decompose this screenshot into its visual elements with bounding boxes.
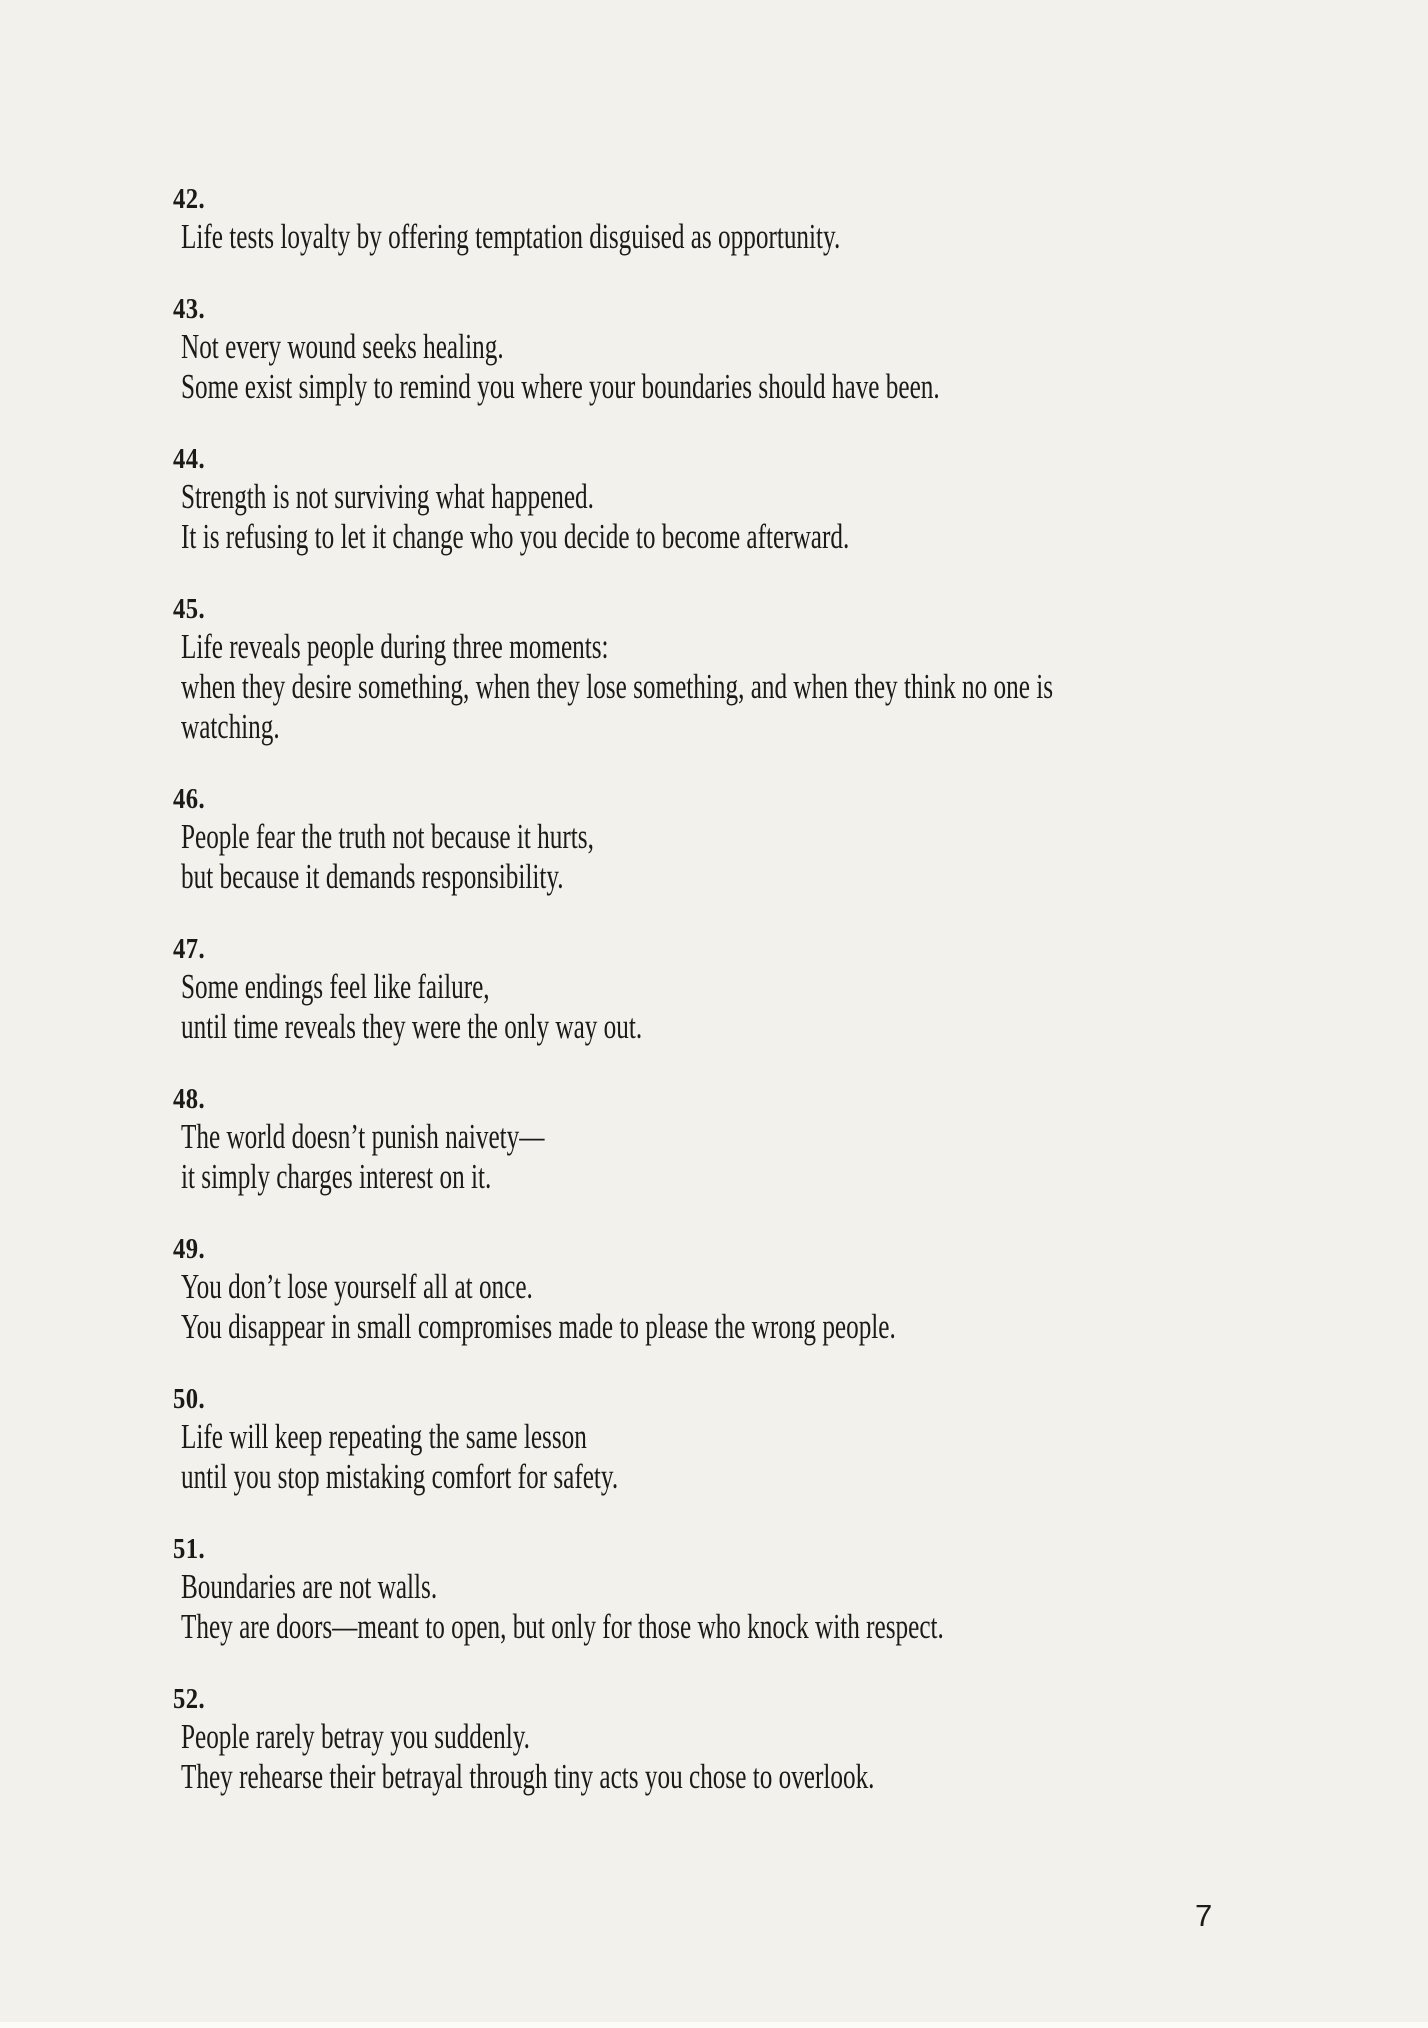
aphorism-item — [173, 441, 1428, 557]
aphorism-item — [173, 291, 1428, 407]
aphorism-line: watching. — [181, 707, 280, 746]
aphorism-line: The world doesn’t punish naivety— — [181, 1117, 545, 1156]
aphorism-line: People fear the truth not because it hurts, — [181, 817, 594, 856]
aphorism-lines — [173, 967, 1428, 1047]
aphorism-number: 43. — [173, 293, 206, 325]
aphorism-line: but because it demands responsibility. — [181, 857, 564, 896]
aphorism-lines — [173, 627, 1428, 747]
aphorism-line: It is refusing to let it change who you decide to become afterward. — [181, 517, 850, 556]
aphorism-item — [173, 591, 1428, 747]
aphorism-line: Some exist simply to remind you where your boundaries should have been. — [181, 367, 940, 406]
aphorism-number: 46. — [173, 783, 206, 815]
aphorism-line: Strength is not surviving what happened. — [181, 477, 594, 516]
aphorism-number: 49. — [173, 1233, 206, 1265]
aphorism-line: You don’t lose yourself all at once. — [181, 1267, 533, 1306]
aphorism-line: until time reveals they were the only way out. — [181, 1007, 643, 1046]
aphorism-line: People rarely betray you suddenly. — [181, 1717, 530, 1756]
aphorism-number: 50. — [173, 1383, 206, 1415]
aphorism-lines — [173, 1567, 1428, 1647]
page-bottom-edge — [0, 2022, 1428, 2028]
aphorism-item — [173, 181, 1428, 257]
aphorism-line: Boundaries are not walls. — [181, 1567, 438, 1606]
aphorism-line: until you stop mistaking comfort for safety. — [181, 1457, 619, 1496]
aphorism-item — [173, 1381, 1428, 1497]
aphorism-line: They rehearse their betrayal through tiny acts you chose to overlook. — [181, 1757, 875, 1796]
aphorism-lines — [173, 1267, 1428, 1347]
aphorism-item — [173, 1531, 1428, 1647]
aphorism-lines — [173, 1417, 1428, 1497]
aphorism-line: You disappear in small compromises made to please the wrong people. — [181, 1307, 896, 1346]
aphorism-number: 51. — [173, 1533, 206, 1565]
aphorism-lines — [173, 217, 1428, 257]
aphorism-item — [173, 1681, 1428, 1797]
aphorism-item — [173, 1231, 1428, 1347]
aphorism-item — [173, 781, 1428, 897]
aphorism-line: Life reveals people during three moments: — [181, 627, 609, 666]
aphorism-number: 52. — [173, 1683, 206, 1715]
aphorism-lines — [173, 477, 1428, 557]
page-number: 7 — [1195, 1898, 1213, 1933]
aphorism-line: it simply charges interest on it. — [181, 1157, 492, 1196]
aphorism-item — [173, 1081, 1428, 1197]
aphorism-lines — [173, 1717, 1428, 1797]
aphorism-line: Life tests loyalty by offering temptation disguised as opportunity. — [181, 217, 841, 256]
aphorism-number: 44. — [173, 443, 206, 475]
aphorism-line: when they desire something, when they lose something, and when they think no one is — [181, 667, 1054, 706]
aphorism-line: They are doors—meant to open, but only for those who knock with respect. — [181, 1607, 944, 1646]
aphorism-number: 42. — [173, 183, 206, 215]
aphorism-lines — [173, 1117, 1428, 1197]
aphorism-number: 45. — [173, 593, 206, 625]
aphorism-item — [173, 931, 1428, 1047]
aphorism-number: 47. — [173, 933, 206, 965]
aphorism-line: Some endings feel like failure, — [181, 967, 490, 1006]
aphorism-lines — [173, 327, 1428, 407]
aphorism-lines — [173, 817, 1428, 897]
aphorism-list — [173, 181, 1428, 1831]
aphorism-line: Life will keep repeating the same lesson — [181, 1417, 587, 1456]
aphorism-line: Not every wound seeks healing. — [181, 327, 504, 366]
aphorism-number: 48. — [173, 1083, 206, 1115]
